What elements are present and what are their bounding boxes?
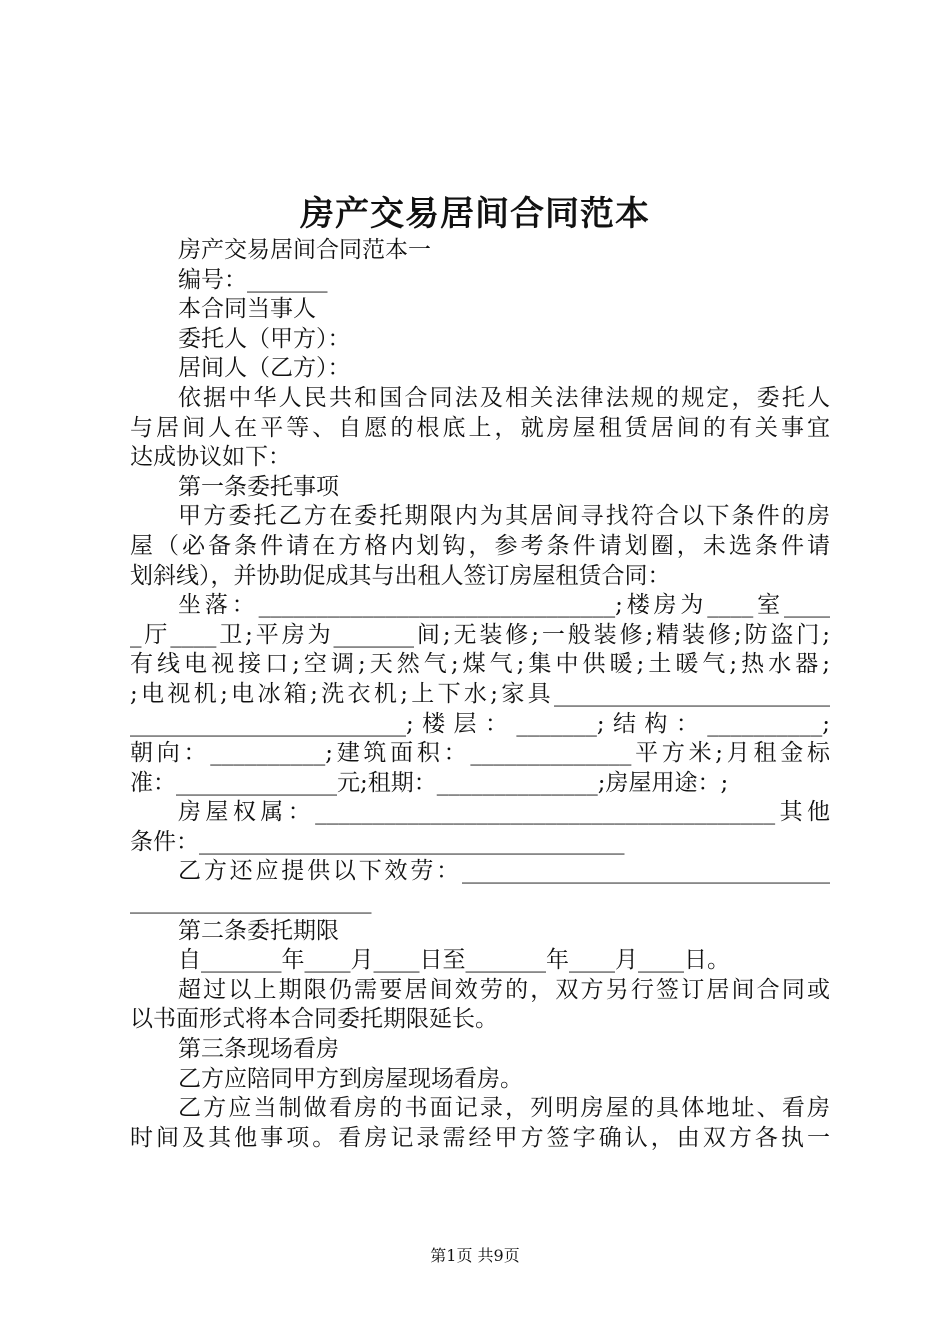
text-line: 依据中华人民共和国合同法及相关法律法规的规定，委托人	[178, 384, 830, 411]
document-title: 房产交易居间合同范本	[300, 194, 650, 234]
text-line: 第二条委托期限	[178, 917, 339, 944]
text-line: 委托人（甲方）：	[178, 325, 351, 352]
page-footer: 第1页 共9页	[430, 1246, 520, 1265]
text-line: 第三条现场看房	[178, 1036, 339, 1063]
text-line: 房产交易居间合同范本一	[178, 237, 431, 263]
text-line: 乙方应陪同甲方到房屋现场看房。	[178, 1065, 523, 1092]
text-line: 本合同当事人	[178, 296, 316, 323]
text-line: 超过以上期限仍需要居间效劳的，双方另行签订居间合同或	[178, 976, 830, 1003]
text-line: 达成协议如下：	[130, 444, 291, 471]
text-line: 第一条委托事项	[178, 473, 339, 500]
text-line: 坐落：_______________________________;楼房为____室____	[178, 592, 830, 619]
text-line: 时间及其他事项。看房记录需经甲方签字确认，由双方各执一	[130, 1124, 830, 1151]
text-line: ;电视机;电冰箱;洗衣机;上下水;家具________________________	[130, 680, 830, 707]
text-line: 居间人（乙方）：	[178, 355, 351, 382]
text-line: 以书面形式将本合同委托期限延长。	[130, 1006, 498, 1033]
text-line: _厅____卫;平房为_______间;无装修;一般装修;精装修;防盗门;	[130, 621, 830, 648]
text-line: 编号：_______	[178, 266, 328, 293]
text-line: 划斜线），并协助促成其与出租人签订房屋租赁合同：	[130, 562, 671, 589]
text-line: 朝向：__________;建筑面积：______________平方米;月租金标	[130, 740, 830, 767]
text-line: 乙方还应提供以下效劳：________________________________	[178, 858, 830, 885]
text-line: 与居间人在平等、自愿的根底上，就房屋租赁居间的有关事宜	[130, 414, 830, 441]
document-body	[130, 236, 830, 1153]
text-line: 房屋权属：________________________________________其他	[178, 799, 830, 826]
text-line: ________________________;楼层：_______;结构：__________;	[130, 710, 830, 737]
text-line: 乙方应当制做看房的书面记录，列明房屋的具体地址、看房	[178, 1095, 830, 1122]
text-line: _____________________	[130, 888, 372, 915]
text-line: 准：______________元;租期：______________;房屋用途：;	[130, 769, 729, 796]
text-line: 有线电视接口;空调;天然气;煤气;集中供暖;土暖气;热水器;	[130, 651, 830, 678]
text-line: 条件：_____________________________________	[130, 828, 625, 855]
text-line: 甲方委托乙方在委托期限内为其居间寻找符合以下条件的房	[178, 503, 830, 530]
text-line: 屋（必备条件请在方格内划钩，参考条件请划圈，未选条件请	[130, 532, 830, 559]
text-line: 自_______年____月____日至_______年____月____日。	[178, 947, 730, 974]
